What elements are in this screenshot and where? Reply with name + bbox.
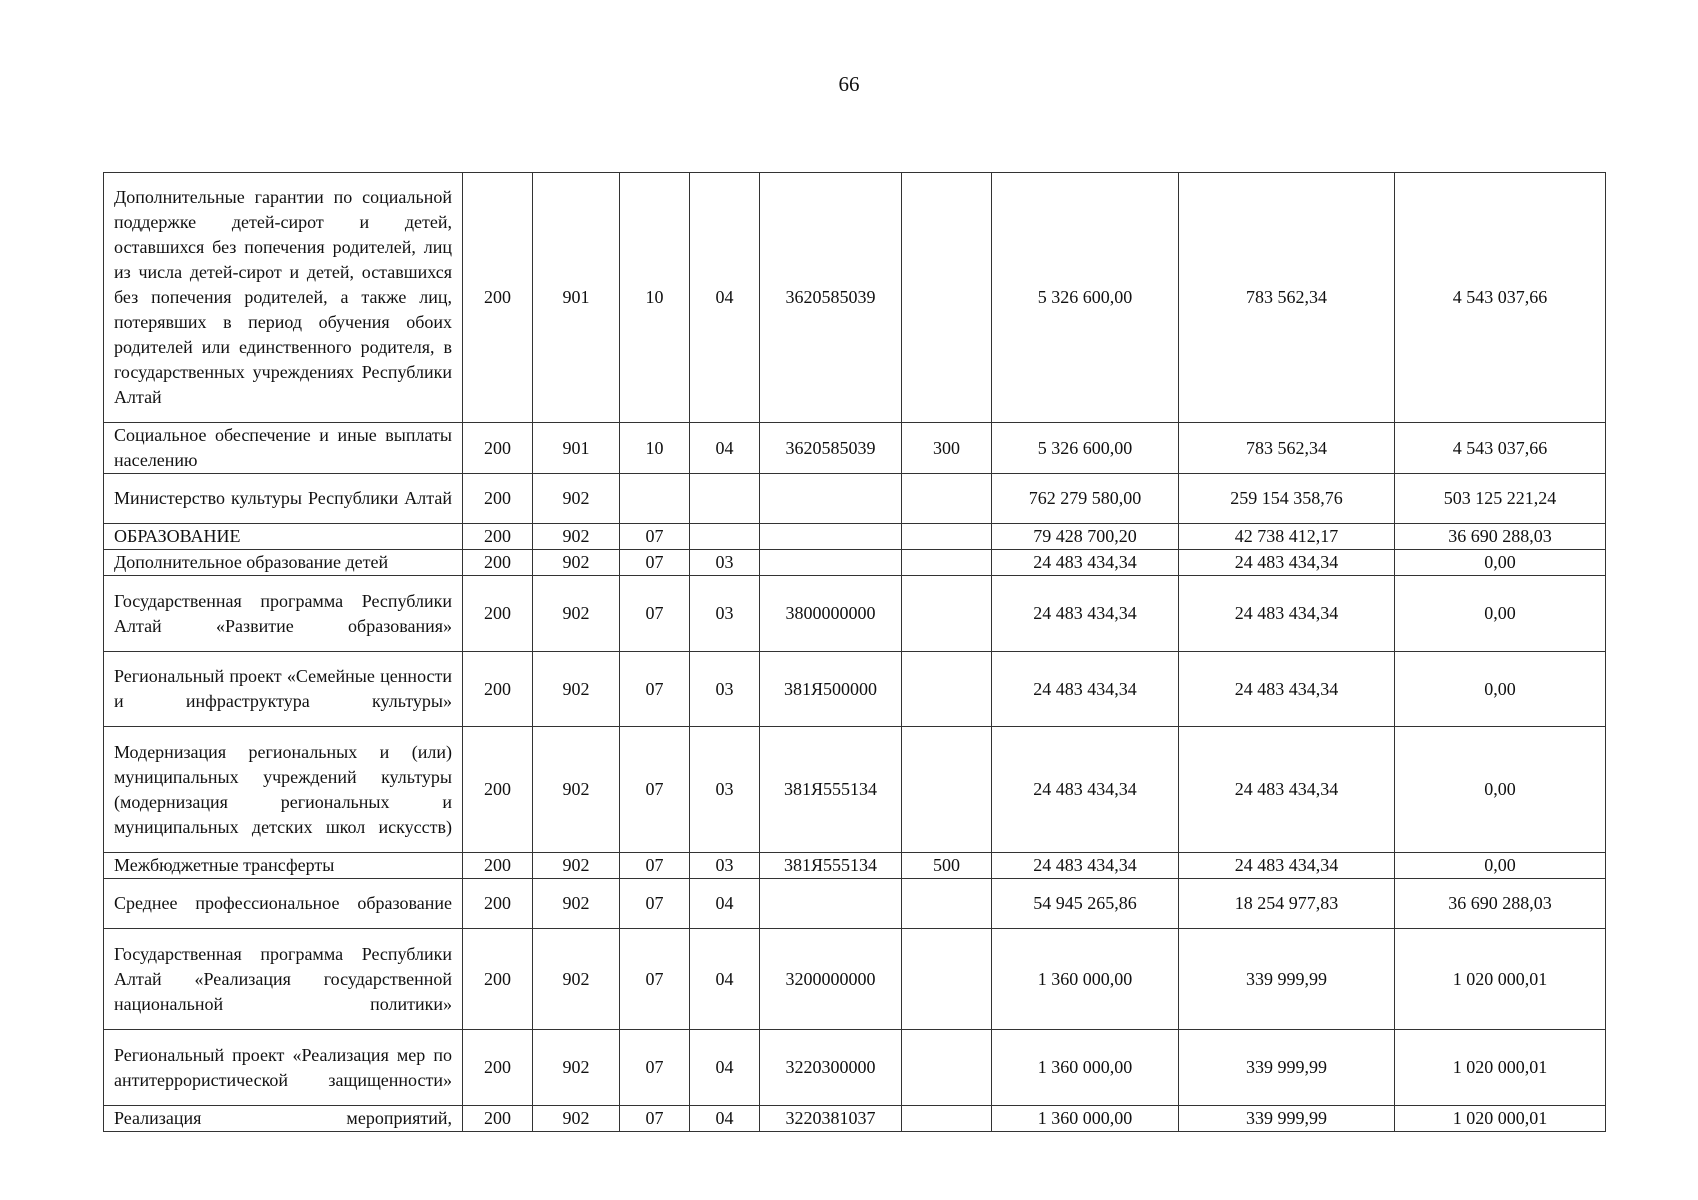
row-admin-code: 200: [463, 652, 533, 727]
row-expense-type: [902, 929, 992, 1030]
row-admin-code: 200: [463, 576, 533, 652]
row-admin-code: 200: [463, 1030, 533, 1106]
row-approved-amount: 5 326 600,00: [992, 423, 1179, 474]
row-approved-amount: 1 360 000,00: [992, 1030, 1179, 1106]
row-section-code: 07: [620, 1030, 690, 1106]
row-expense-type: [902, 474, 992, 524]
table-row: [104, 879, 1606, 929]
row-target-code: 3220381037: [760, 1106, 902, 1132]
row-subsection-code: 04: [690, 423, 760, 474]
row-admin-code: 200: [463, 1106, 533, 1132]
row-remaining-amount: 503 125 221,24: [1395, 474, 1606, 524]
row-expense-type: [902, 727, 992, 853]
row-subsection-code: 04: [690, 173, 760, 423]
row-section-code: 07: [620, 853, 690, 879]
row-approved-amount: 5 326 600,00: [992, 173, 1179, 423]
table-row: [104, 550, 1606, 576]
row-name: Среднее профессиональное образование: [104, 879, 463, 929]
row-expense-type: [902, 576, 992, 652]
row-section-code: 10: [620, 173, 690, 423]
row-remaining-amount: 0,00: [1395, 576, 1606, 652]
row-executed-amount: 18 254 977,83: [1179, 879, 1395, 929]
row-remaining-amount: 1 020 000,01: [1395, 929, 1606, 1030]
row-section-code: 07: [620, 550, 690, 576]
row-ministry-code: 902: [533, 652, 620, 727]
row-approved-amount: 762 279 580,00: [992, 474, 1179, 524]
table-row: [104, 173, 1606, 423]
row-admin-code: 200: [463, 879, 533, 929]
row-ministry-code: 901: [533, 173, 620, 423]
row-subsection-code: 03: [690, 853, 760, 879]
row-executed-amount: 339 999,99: [1179, 1106, 1395, 1132]
row-name: Реализация мероприятий,: [104, 1106, 463, 1132]
row-target-code: [760, 524, 902, 550]
table-row: [104, 929, 1606, 1030]
row-target-code: [760, 550, 902, 576]
row-executed-amount: 339 999,99: [1179, 929, 1395, 1030]
page-number: 66: [838, 72, 860, 96]
row-admin-code: 200: [463, 727, 533, 853]
row-ministry-code: 902: [533, 1030, 620, 1106]
row-subsection-code: [690, 524, 760, 550]
row-remaining-amount: 4 543 037,66: [1395, 173, 1606, 423]
table-row: [104, 1106, 1606, 1132]
row-name: Социальное обеспечение и иные выплаты населению: [104, 423, 463, 474]
table-row: [104, 576, 1606, 652]
row-admin-code: 200: [463, 423, 533, 474]
row-remaining-amount: 0,00: [1395, 853, 1606, 879]
row-remaining-amount: 36 690 288,03: [1395, 524, 1606, 550]
table-row: [104, 474, 1606, 524]
row-target-code: [760, 474, 902, 524]
row-approved-amount: 1 360 000,00: [992, 929, 1179, 1030]
budget-table-body: [104, 173, 1606, 1132]
row-ministry-code: 902: [533, 576, 620, 652]
row-ministry-code: 901: [533, 423, 620, 474]
row-expense-type: [902, 173, 992, 423]
row-subsection-code: 04: [690, 929, 760, 1030]
row-section-code: 07: [620, 929, 690, 1030]
row-approved-amount: 24 483 434,34: [992, 550, 1179, 576]
row-section-code: 07: [620, 524, 690, 550]
table-row: [104, 524, 1606, 550]
row-name: Государственная программа Республики Алтай «Реализация государственной национальной политики»: [104, 929, 463, 1030]
row-admin-code: 200: [463, 853, 533, 879]
row-section-code: 07: [620, 652, 690, 727]
row-expense-type: [902, 550, 992, 576]
table-row: [104, 652, 1606, 727]
row-section-code: 10: [620, 423, 690, 474]
row-subsection-code: 03: [690, 576, 760, 652]
row-target-code: 3200000000: [760, 929, 902, 1030]
row-subsection-code: 03: [690, 727, 760, 853]
row-remaining-amount: 0,00: [1395, 652, 1606, 727]
row-executed-amount: 24 483 434,34: [1179, 550, 1395, 576]
table-row: [104, 727, 1606, 853]
row-subsection-code: 03: [690, 550, 760, 576]
row-ministry-code: 902: [533, 550, 620, 576]
row-expense-type: [902, 1030, 992, 1106]
table-row: [104, 423, 1606, 474]
row-remaining-amount: 0,00: [1395, 727, 1606, 853]
row-subsection-code: 04: [690, 879, 760, 929]
row-expense-type: 300: [902, 423, 992, 474]
row-ministry-code: 902: [533, 474, 620, 524]
row-approved-amount: 24 483 434,34: [992, 652, 1179, 727]
row-ministry-code: 902: [533, 1106, 620, 1132]
row-approved-amount: 24 483 434,34: [992, 576, 1179, 652]
row-approved-amount: 24 483 434,34: [992, 853, 1179, 879]
row-approved-amount: 1 360 000,00: [992, 1106, 1179, 1132]
row-remaining-amount: 4 543 037,66: [1395, 423, 1606, 474]
row-executed-amount: 783 562,34: [1179, 423, 1395, 474]
row-name: Дополнительное образование детей: [104, 550, 463, 576]
row-name: ОБРАЗОВАНИЕ: [104, 524, 463, 550]
row-executed-amount: 42 738 412,17: [1179, 524, 1395, 550]
row-approved-amount: 24 483 434,34: [992, 727, 1179, 853]
row-name: Модернизация региональных и (или) муниципальных учреждений культуры (модернизация региональных и муниципальных детских школ искусств): [104, 727, 463, 853]
row-expense-type: [902, 652, 992, 727]
row-expense-type: [902, 1106, 992, 1132]
row-section-code: [620, 474, 690, 524]
row-ministry-code: 902: [533, 524, 620, 550]
row-target-code: 3620585039: [760, 173, 902, 423]
row-admin-code: 200: [463, 550, 533, 576]
row-executed-amount: 339 999,99: [1179, 1030, 1395, 1106]
row-admin-code: 200: [463, 173, 533, 423]
row-admin-code: 200: [463, 524, 533, 550]
row-section-code: 07: [620, 879, 690, 929]
row-subsection-code: 03: [690, 652, 760, 727]
row-executed-amount: 24 483 434,34: [1179, 853, 1395, 879]
row-ministry-code: 902: [533, 853, 620, 879]
row-subsection-code: 04: [690, 1106, 760, 1132]
row-expense-type: 500: [902, 853, 992, 879]
row-section-code: 07: [620, 576, 690, 652]
row-remaining-amount: 0,00: [1395, 550, 1606, 576]
row-name: Региональный проект «Семейные ценности и инфраструктура культуры»: [104, 652, 463, 727]
row-expense-type: [902, 524, 992, 550]
row-remaining-amount: 1 020 000,01: [1395, 1030, 1606, 1106]
row-ministry-code: 902: [533, 727, 620, 853]
row-ministry-code: 902: [533, 929, 620, 1030]
row-ministry-code: 902: [533, 879, 620, 929]
table-row: [104, 1030, 1606, 1106]
row-name: Государственная программа Республики Алтай «Развитие образования»: [104, 576, 463, 652]
row-remaining-amount: 36 690 288,03: [1395, 879, 1606, 929]
row-name: Региональный проект «Реализация мер по антитеррористической защищенности»: [104, 1030, 463, 1106]
row-expense-type: [902, 879, 992, 929]
row-target-code: 3620585039: [760, 423, 902, 474]
row-subsection-code: 04: [690, 1030, 760, 1106]
row-admin-code: 200: [463, 474, 533, 524]
table-row: [104, 853, 1606, 879]
row-target-code: 3800000000: [760, 576, 902, 652]
row-executed-amount: 24 483 434,34: [1179, 652, 1395, 727]
row-target-code: 3220300000: [760, 1030, 902, 1106]
row-target-code: [760, 879, 902, 929]
row-executed-amount: 24 483 434,34: [1179, 727, 1395, 853]
row-target-code: 381Я555134: [760, 727, 902, 853]
row-name: Дополнительные гарантии по социальной поддержке детей-сирот и детей, оставшихся без попечения родителей, лиц из числа детей-сирот и детей, оставшихся без попечения родителей, а также лиц, потерявших в период обучения обоих родителей или единственного родителя, в государственных учреждениях Республики Алтай: [104, 173, 463, 423]
row-executed-amount: 259 154 358,76: [1179, 474, 1395, 524]
row-admin-code: 200: [463, 929, 533, 1030]
row-name: Министерство культуры Республики Алтай: [104, 474, 463, 524]
row-executed-amount: 24 483 434,34: [1179, 576, 1395, 652]
row-target-code: 381Я500000: [760, 652, 902, 727]
row-remaining-amount: 1 020 000,01: [1395, 1106, 1606, 1132]
row-section-code: 07: [620, 727, 690, 853]
budget-table: [103, 172, 1606, 1132]
row-approved-amount: 79 428 700,20: [992, 524, 1179, 550]
row-name: Межбюджетные трансферты: [104, 853, 463, 879]
row-target-code: 381Я555134: [760, 853, 902, 879]
row-subsection-code: [690, 474, 760, 524]
row-section-code: 07: [620, 1106, 690, 1132]
row-approved-amount: 54 945 265,86: [992, 879, 1179, 929]
row-executed-amount: 783 562,34: [1179, 173, 1395, 423]
